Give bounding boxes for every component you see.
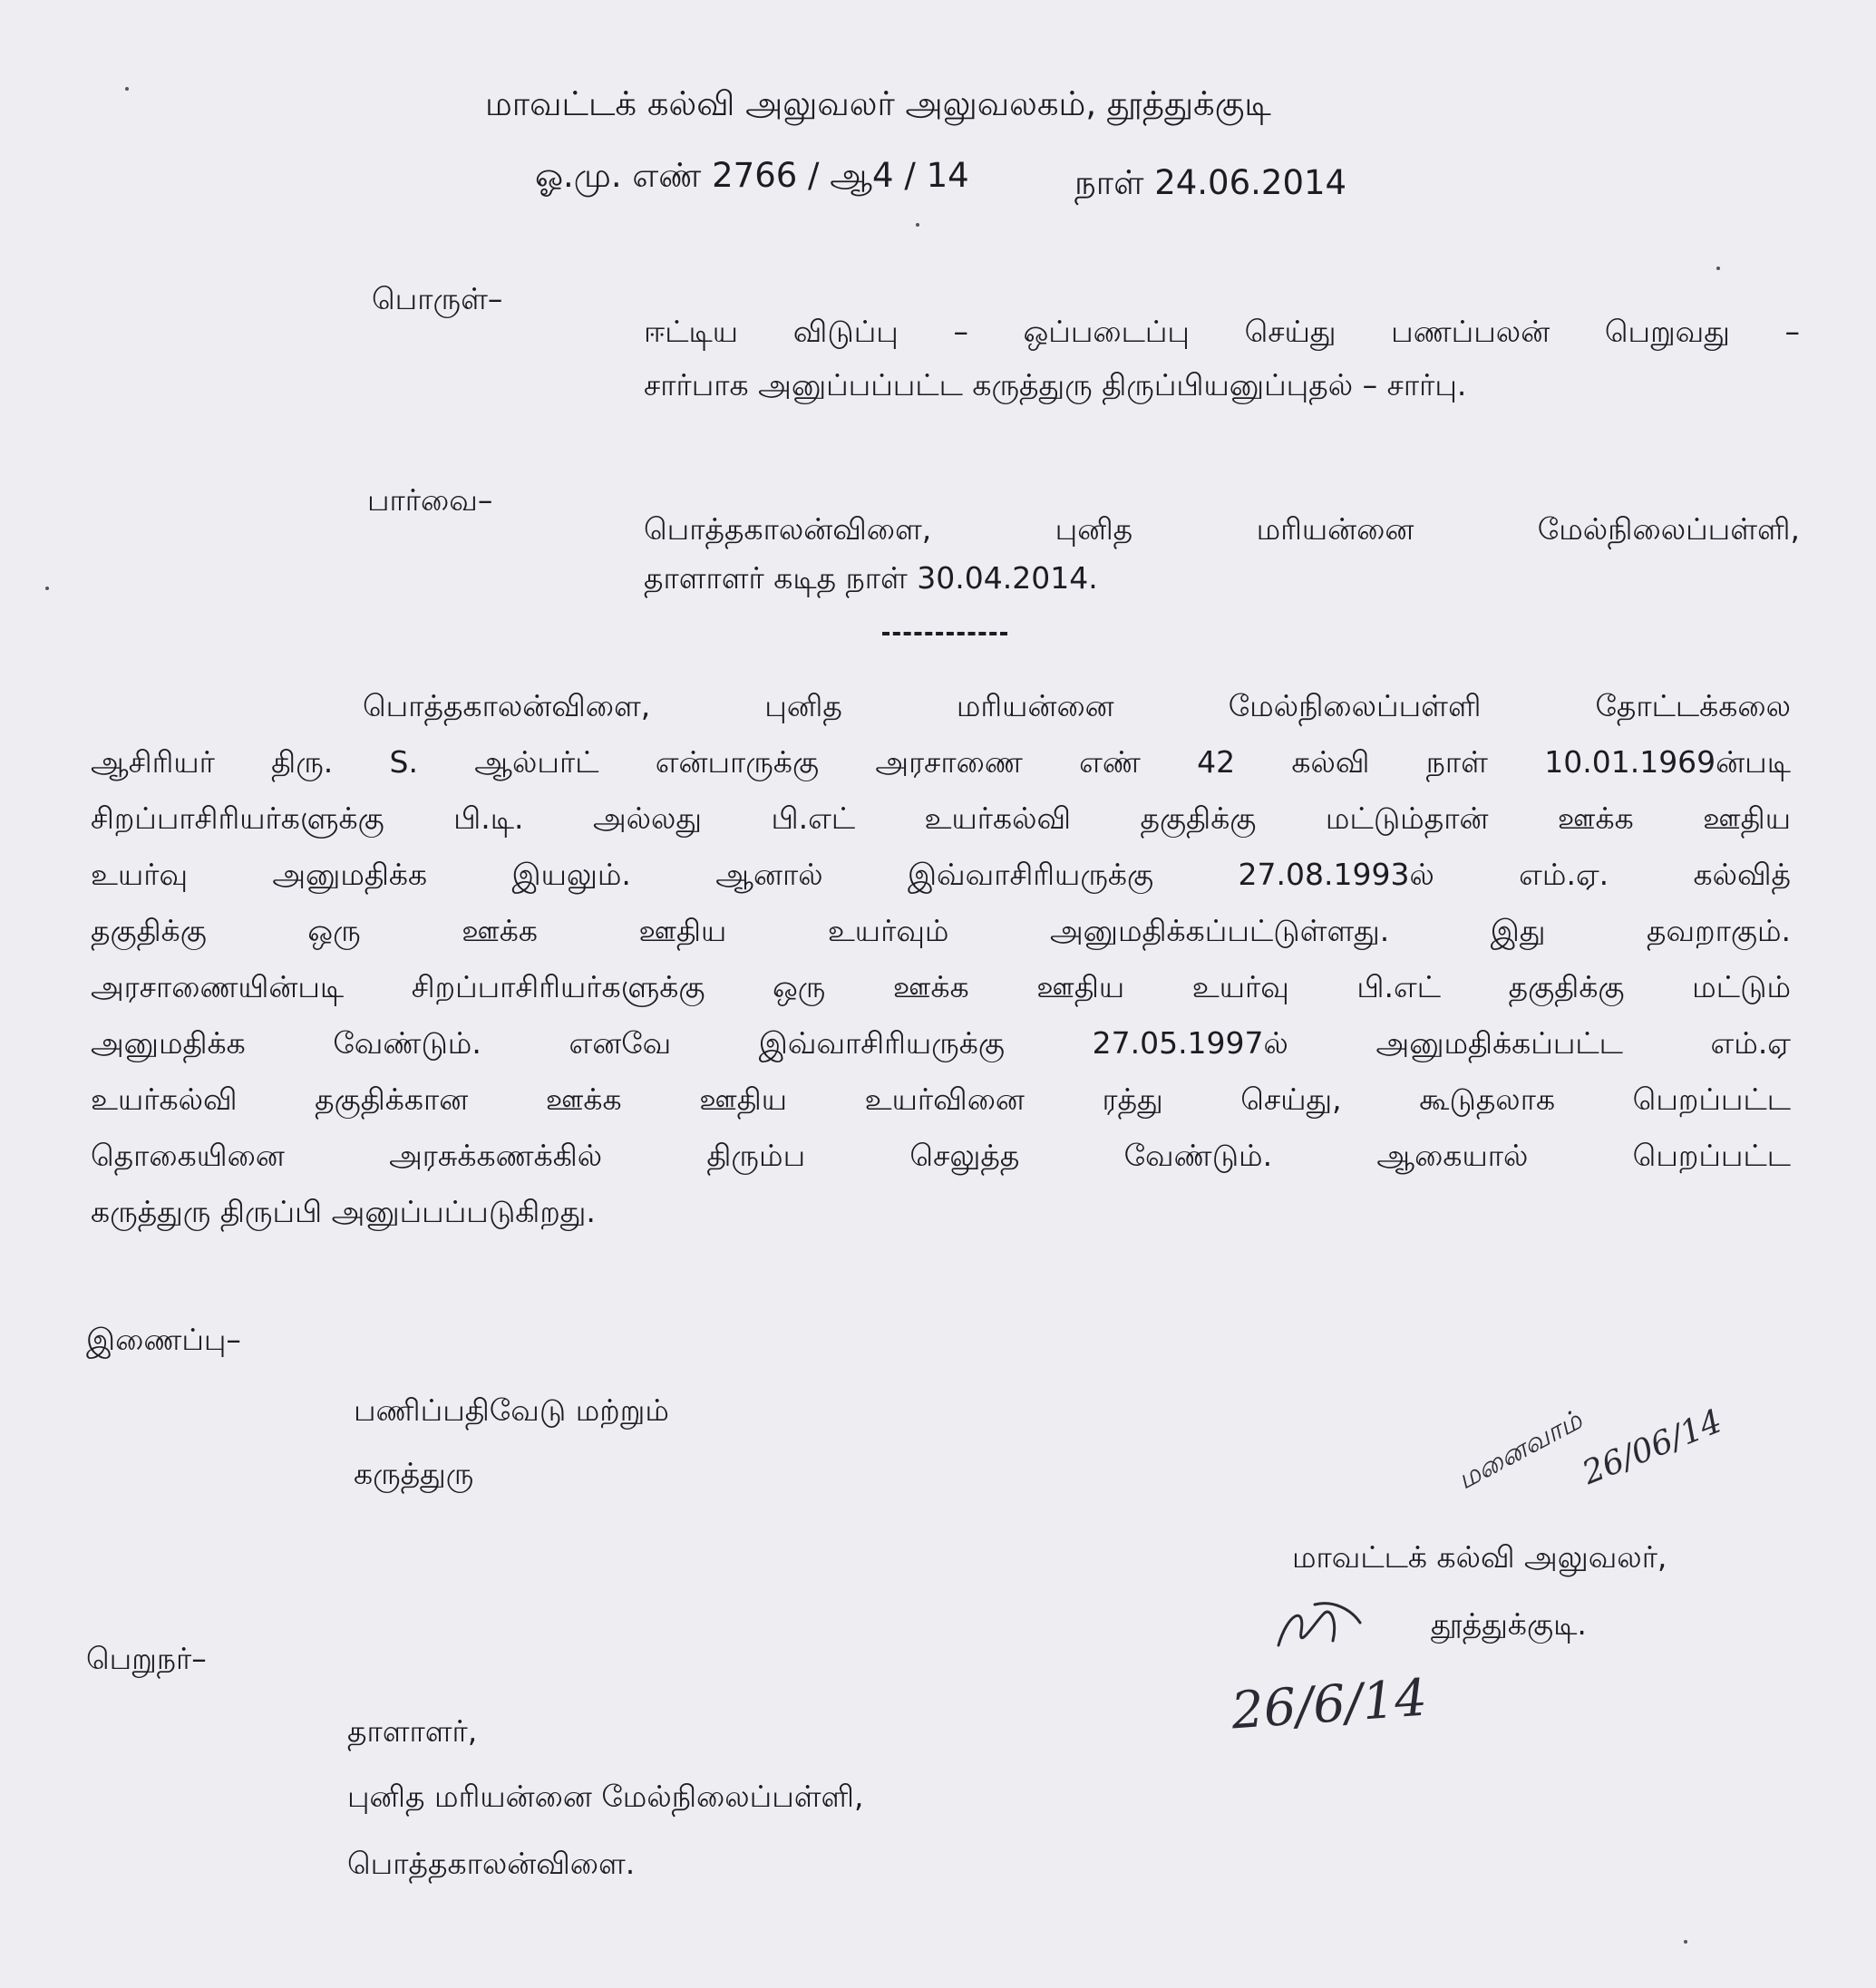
- enclosure-item-1: பணிப்பதிவேடு மற்றும்: [354, 1392, 669, 1428]
- subject-line-1: ஈட்டிய விடுப்பு – ஒப்படைப்பு செய்து பணப்பலன் பெறுவது –: [644, 314, 1800, 349]
- body-line: உயர்கல்வி தகுதிக்கான ஊக்க ஊதிய உயர்வினை ரத்து செய்து, கூடுதலாக பெறப்பட்ட: [91, 1081, 1791, 1117]
- body-line: அரசாணையின்படி சிறப்பாசிரியர்களுக்கு ஒரு ஊக்க ஊதிய உயர்வு பி.எட் தகுதிக்கு மட்டும்: [91, 969, 1791, 1004]
- reference-line-2: தாளாளர் கடித நாள் 30.04.2014.: [644, 560, 1098, 596]
- recipient-line-3: பொத்தகாலன்விளை.: [347, 1846, 636, 1881]
- body-paragraph: [91, 678, 1791, 1240]
- scan-speck: [1684, 1940, 1687, 1944]
- scan-speck: [1716, 267, 1720, 270]
- office-heading: மாவட்டக் கல்வி அலுவலர் அலுவலகம், தூத்துக்குடி: [485, 84, 1271, 123]
- recipient-line-2: புனித மரியன்னை மேல்நிலைப்பள்ளி,: [347, 1779, 864, 1814]
- subject-label: பொருள்–: [372, 281, 503, 316]
- subject-line-2: சார்பாக அனுப்பப்பட்ட கருத்துரு திருப்பியனுப்புதல் – சார்பு.: [644, 367, 1467, 402]
- handwritten-signature: [1260, 1595, 1460, 1668]
- recipient-label: பெறுநர்–: [86, 1641, 207, 1676]
- reference-line-1: பொத்தகாலன்விளை, புனித மரியன்னை மேல்நிலைப்பள்ளி,: [644, 511, 1800, 547]
- handwritten-signature-date: 26/6/14: [1229, 1668, 1429, 1741]
- section-separator: [882, 632, 1007, 635]
- body-line: உயர்வு அனுமதிக்க இயலும். ஆனால் இவ்வாசிரியருக்கு 27.08.1993ல் எம்.ஏ. கல்வித்: [91, 857, 1791, 892]
- body-line: தகுதிக்கு ஒரு ஊக்க ஊதிய உயர்வும் அனுமதிக்கப்பட்டுள்ளது. இது தவறாகும்.: [91, 913, 1791, 948]
- enclosure-item-2: கருத்துரு: [354, 1456, 474, 1491]
- body-line: தொகையினை அரசுக்கணக்கில் திரும்ப செலுத்த வேண்டும். ஆகையால் பெறப்பட்ட: [91, 1138, 1791, 1173]
- signatory-place: தூத்துக்குடி.: [1431, 1606, 1587, 1642]
- scan-speck: [45, 587, 49, 590]
- recipient-line-1: தாளாளர்,: [347, 1713, 478, 1749]
- body-line: கருத்துரு திருப்பி அனுப்பப்படுகிறது.: [91, 1194, 596, 1229]
- handwritten-note: மனைவாம்: [1452, 1404, 1588, 1497]
- body-line: சிறப்பாசிரியர்களுக்கு பி.டி. அல்லது பி.எட் உயர்கல்வி தகுதிக்கு மட்டும்தான் ஊக்க ஊதிய: [91, 800, 1791, 836]
- reference-number: ஓ.மு. எண் 2766 / ஆ4 / 14: [535, 156, 969, 195]
- body-line: பொத்தகாலன்விளை, புனித மரியன்னை மேல்நிலைப்பள்ளி தோட்டக்கலை: [363, 688, 1791, 723]
- body-line: அனுமதிக்க வேண்டும். எனவே இவ்வாசிரியருக்கு 27.05.1997ல் அனுமதிக்கப்பட்ட எம்.ஏ: [91, 1025, 1791, 1061]
- scan-speck: [916, 223, 919, 227]
- enclosure-label: இணைப்பு–: [86, 1322, 241, 1357]
- signatory-title: மாவட்டக் கல்வி அலுவலர்,: [1292, 1539, 1667, 1575]
- reference-label: பார்வை–: [367, 482, 493, 518]
- body-line: ஆசிரியர் திரு. S. ஆல்பர்ட் என்பாருக்கு அரசாணை எண் 42 கல்வி நாள் 10.01.1969ன்படி: [91, 744, 1791, 780]
- handwritten-note-date: 26/06/14: [1577, 1402, 1727, 1492]
- letter-date: நாள் 24.06.2014: [1074, 163, 1347, 202]
- scan-speck: [125, 87, 129, 91]
